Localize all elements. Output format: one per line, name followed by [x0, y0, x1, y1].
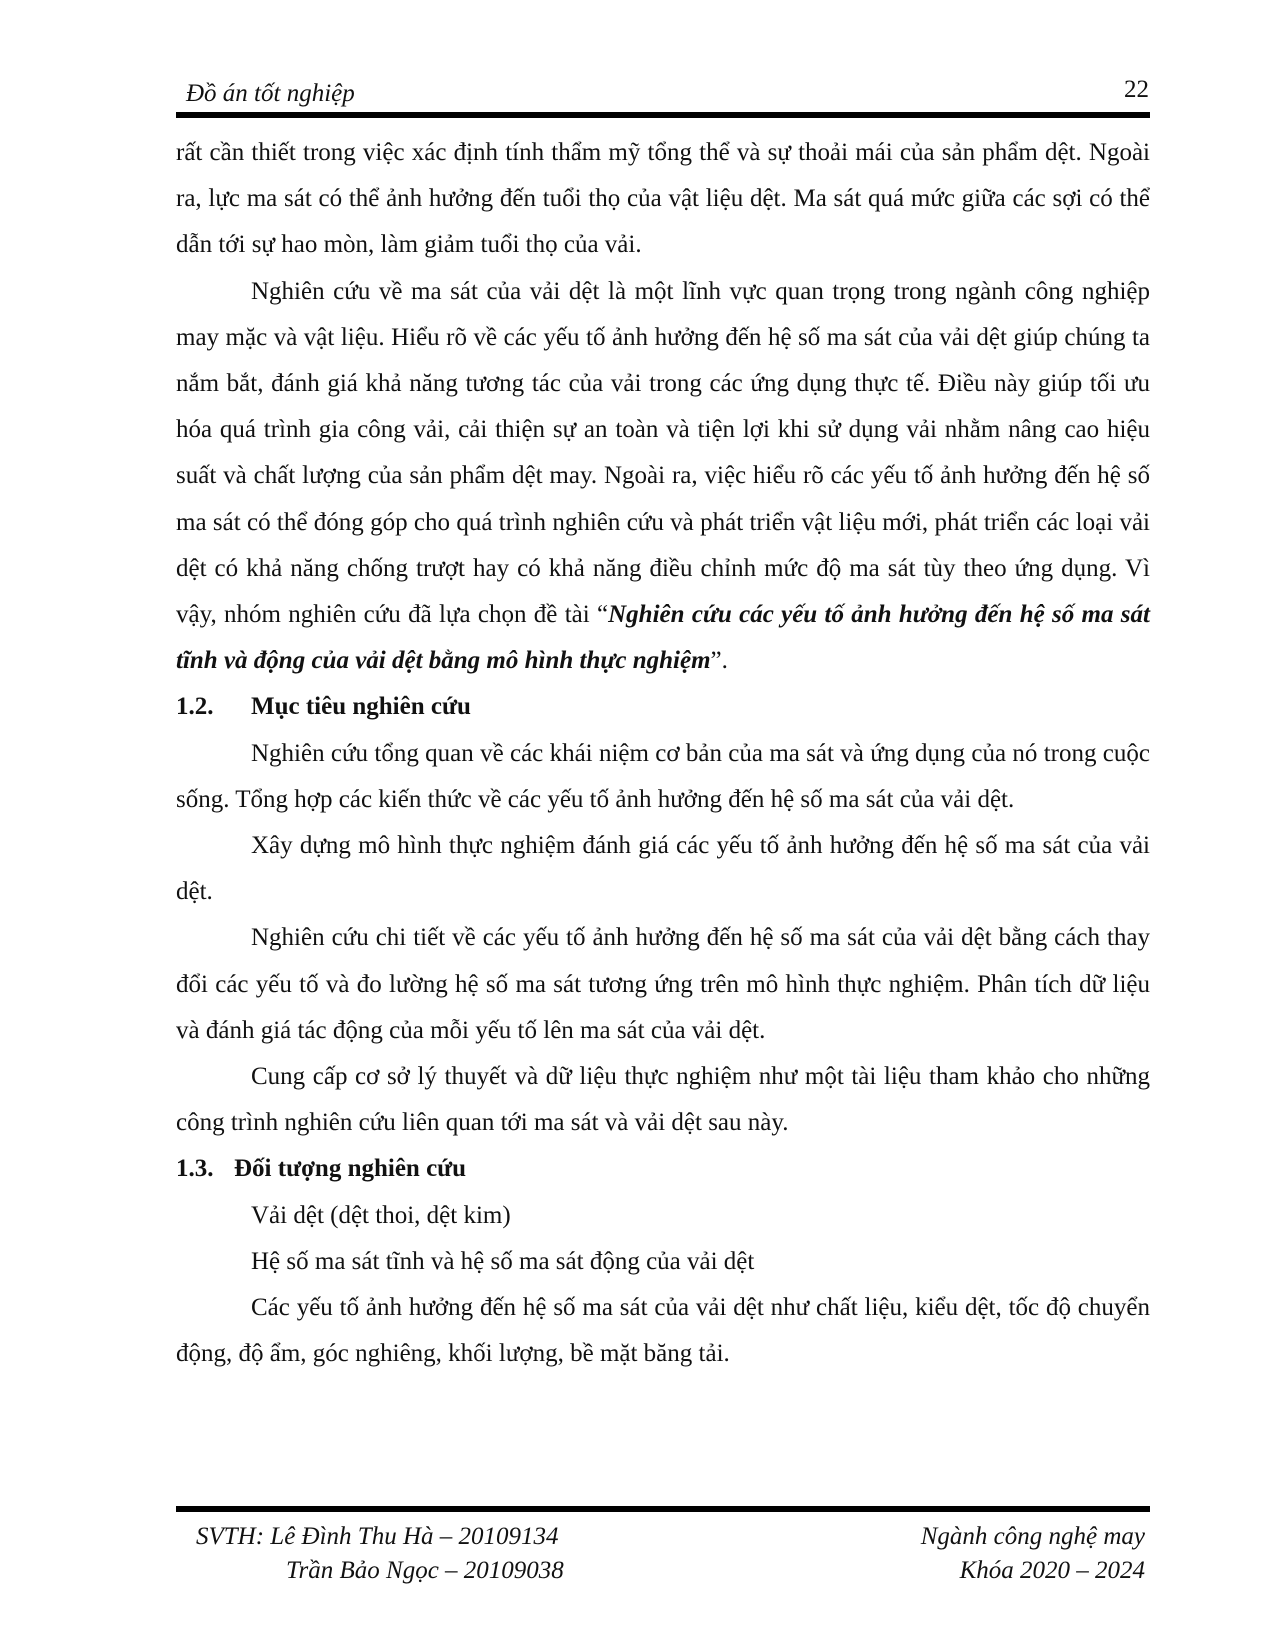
footer-divider — [176, 1506, 1150, 1512]
footer-major: Ngành công nghệ may — [920, 1523, 1145, 1550]
footer-student-2: Trần Bảo Ngọc – 20109038 — [286, 1557, 564, 1584]
section-number: 1.2. — [176, 693, 214, 721]
footer-program — [921, 1520, 1145, 1588]
objective-paragraph-2: Xây dựng mô hình thực nghiệm đánh giá các yếu tố ảnh hưởng đến hệ số ma sát của vải dệt. — [176, 832, 1150, 906]
section-title: Mục tiêu nghiên cứu — [251, 693, 471, 721]
page-header-title: Đồ án tốt nghiệp — [186, 80, 355, 107]
section-title: Đối tượng nghiên cứu — [234, 1155, 467, 1183]
objective-paragraph-4: Cung cấp cơ sở lý thuyết và dữ liệu thực nghiệm như một tài liệu tham khảo cho những công trình nghiên cứu liên quan tới ma sát và vải dệt sau này. — [176, 1063, 1150, 1137]
section-heading-objectives — [176, 684, 1150, 730]
footer-course: Khóa 2020 – 2024 — [959, 1557, 1145, 1584]
subject-item-1: Vải dệt (dệt thoi, dệt kim) — [251, 1201, 511, 1229]
topic-close-quote: ”. — [710, 647, 728, 675]
page-number: 22 — [1124, 76, 1149, 103]
subject-item-2: Hệ số ma sát tĩnh và hệ số ma sát động của vải dệt — [251, 1247, 755, 1275]
paragraph-research-text: Nghiên cứu về ma sát của vải dệt là một lĩnh vực quan trọng trong ngành công nghiệp may mặc và vật liệu. Hiểu rõ về các yếu tố ảnh hưởng đến hệ số ma sát của vải dệt giúp chúng ta nắm bắt, đánh giá khả năng tương tác của vải trong các ứng dụng thực tế. Điều này giúp tối ưu hóa quá trình gia công vải, cải thiện sự an toàn và tiện lợi khi sử dụng vải nhằm nâng cao hiệu suất và chất lượng của sản phẩm dệt may. Ngoài ra, việc hiểu rõ các yếu tố ảnh hưởng đến hệ số ma sát có thể đóng góp cho quá trình nghiên cứu và phát triển vật liệu mới, phát triển các loại vải dệt có khả năng chống trượt hay có khả năng điều chỉnh mức độ ma sát tùy theo ứng dụng. Vì vậy, nhóm nghiên cứu đã lựa chọn đề tài “ — [176, 277, 1150, 629]
footer-student-1: SVTH: Lê Đình Thu Hà – 20109134 — [196, 1523, 559, 1550]
research-topic-title: Nghiên cứu các yếu tố ảnh hưởng đến hệ số ma sát tĩnh và động của vải dệt bằng mô hình thực nghiệm — [176, 601, 1150, 675]
objective-paragraph-1: Nghiên cứu tổng quan về các khái niệm cơ bản của ma sát và ứng dụng của nó trong cuộc sống. Tổng hợp các kiến thức về các yếu tố ảnh hưởng đến hệ số ma sát của vải dệt. — [176, 739, 1150, 813]
objective-paragraph-3: Nghiên cứu chi tiết về các yếu tố ảnh hưởng đến hệ số ma sát của vải dệt bằng cách thay đổi các yếu tố và đo lường hệ số ma sát tương ứng trên mô hình thực nghiệm. Phân tích dữ liệu và đánh giá tác động của mỗi yếu tố lên ma sát của vải dệt. — [176, 924, 1150, 1044]
section-number: 1.3. — [176, 1155, 214, 1183]
subject-item-3: Các yếu tố ảnh hưởng đến hệ số ma sát của vải dệt như chất liệu, kiểu dệt, tốc độ chuyển động, độ ẩm, góc nghiêng, khối lượng, bề mặt băng tải. — [176, 1294, 1150, 1368]
header-divider — [176, 112, 1150, 118]
paragraph-intro: rất cần thiết trong việc xác định tính thẩm mỹ tổng thể và sự thoải mái của sản phẩm dệt. Ngoài ra, lực ma sát có thể ảnh hưởng đến tuổi thọ của vật liệu dệt. Ma sát quá mức giữa các sợi có thể dẫn tới sự hao mòn, làm giảm tuổi thọ của vải. — [176, 139, 1150, 259]
paragraph-research-significance — [176, 269, 1150, 685]
page-body — [176, 130, 1150, 1377]
section-heading-subjects — [176, 1146, 1150, 1192]
footer-students — [196, 1520, 564, 1588]
